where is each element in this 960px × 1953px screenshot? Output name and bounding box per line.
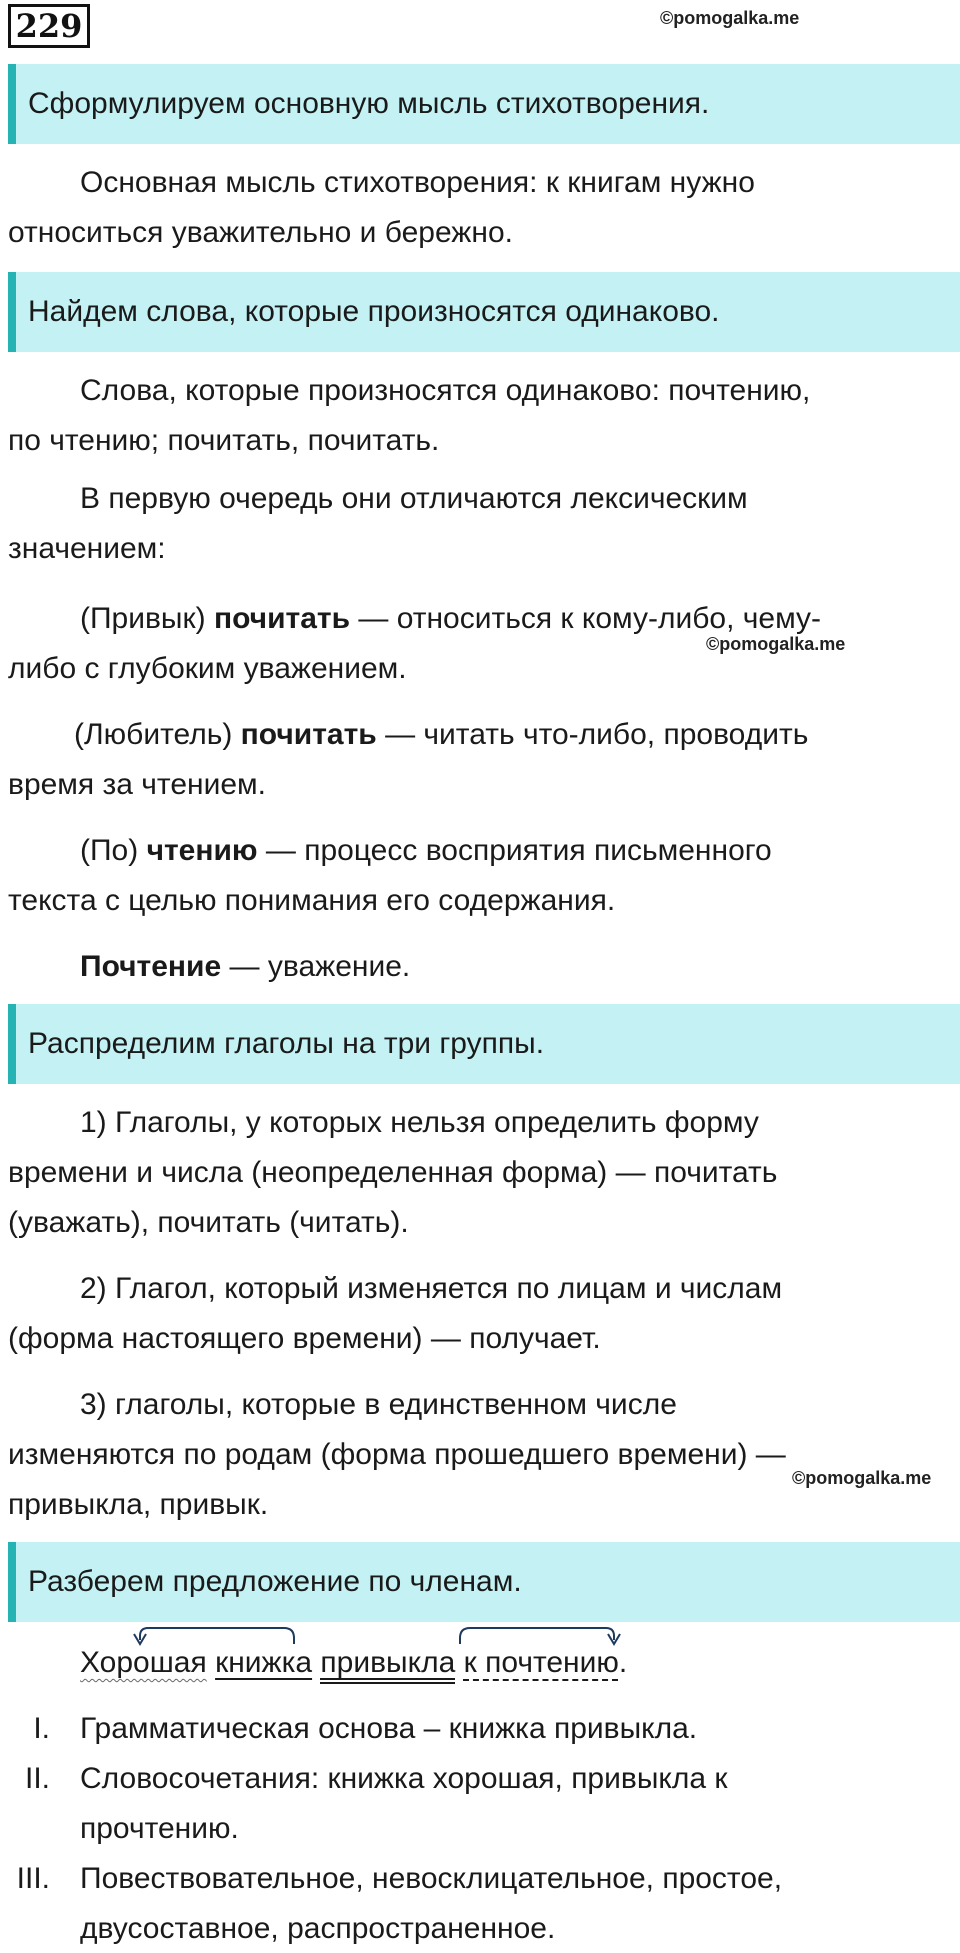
definition-4-word: Почтение [80,950,222,983]
group-3-line-1: 3) глаголы, которые в единственном числе [80,1388,677,1421]
definition-1-text: — относиться к кому-либо, чему- [350,602,822,635]
group-2-line-2: (форма настоящего времени) — получает. [8,1322,601,1355]
sentence-attribute: Хорошая [80,1646,207,1679]
definition-1-line-2: либо с глубоким уважением. [8,652,407,685]
analysis-number-1: I. [33,1712,50,1745]
task-number: 229 [8,4,90,48]
group-3-line-2: изменяются по родам (форма прошедшего времени) — [8,1438,786,1471]
sentence-subject: книжка [215,1646,313,1679]
watermark-2: ©pomogalka.me [706,634,846,654]
sentence-predicate: привыкла [320,1644,455,1682]
main-idea-line-1: Основная мысль стихотворения: к книгам нужно [80,166,755,199]
definition-3 [80,832,772,870]
watermark: ©pomogalka.me [660,8,800,28]
section-header-verb-groups: Распределим глаголы на три группы. [8,1004,960,1084]
definition-4-text: — уважение. [221,950,411,983]
analysis-number-2: II. [24,1762,50,1795]
definition-1 [80,600,821,638]
definition-2-text: — читать что-либо, проводить [376,718,809,751]
analysis-item-2-line-2: прочтению. [80,1812,239,1845]
homophones-line-1: Слова, которые произносятся одинаково: почтению, [80,374,811,407]
section-header-main-idea: Сформулируем основную мысль стихотворения. [8,64,960,144]
definition-2-word: почитать [240,718,377,751]
group-2-line-1: 2) Глагол, который изменяется по лицам и числам [80,1272,783,1305]
analysis-number-3: III. [16,1862,50,1895]
group-1-line-2: времени и числа (неопределенная форма) — почитать [8,1156,778,1189]
arrow-subject-to-attribute [134,1628,294,1644]
analysis-item-2-line-1: Словосочетания: книжка хорошая, привыкла к [80,1762,728,1795]
group-1-line-3: (уважать), почитать (читать). [8,1206,409,1239]
definition-2 [74,716,808,754]
definition-2-prefix: (Любитель) [74,718,241,751]
analysis-item-1-line-1: Грамматическая основа – книжка привыкла. [80,1712,698,1745]
definition-1-prefix: (Привык) [80,602,214,635]
definition-1-word: почитать [213,602,351,635]
definition-3-word: чтению [146,834,258,867]
definition-3-line-2: текста с целью понимания его содержания. [8,884,616,917]
group-1-line-1: 1) Глаголы, у которых нельзя определить форму [80,1106,759,1139]
section-header-sentence-parsing: Разберем предложение по членам. [8,1542,960,1622]
analysis-item-3-line-2: двусоставное, распространенное. [80,1912,556,1945]
definition-2-line-2: время за чтением. [8,768,266,801]
group-3-line-3: привыкла, привык. [8,1488,269,1521]
section-header-homophones: Найдем слова, которые произносятся одинаково. [8,272,960,352]
analysis-item-3-line-1: Повествовательное, невосклицательное, простое, [80,1862,783,1895]
watermark-3: ©pomogalka.me [792,1468,932,1488]
homophones-line-4: значением: [8,532,166,565]
definition-3-prefix: (По) [80,834,147,867]
definition-3-text: — процесс восприятия письменного [257,834,772,867]
arrow-predicate-to-object [460,1628,620,1644]
homophones-line-3: В первую очередь они отличаются лексическим [80,482,748,515]
main-idea-line-2: относиться уважительно и бережно. [8,216,513,249]
definition-4 [80,948,410,986]
sentence-end: . [618,1646,628,1679]
sentence-object: к почтению [463,1646,619,1679]
parsed-sentence [80,1644,627,1682]
homophones-line-2: по чтению; почитать, почитать. [8,424,440,457]
